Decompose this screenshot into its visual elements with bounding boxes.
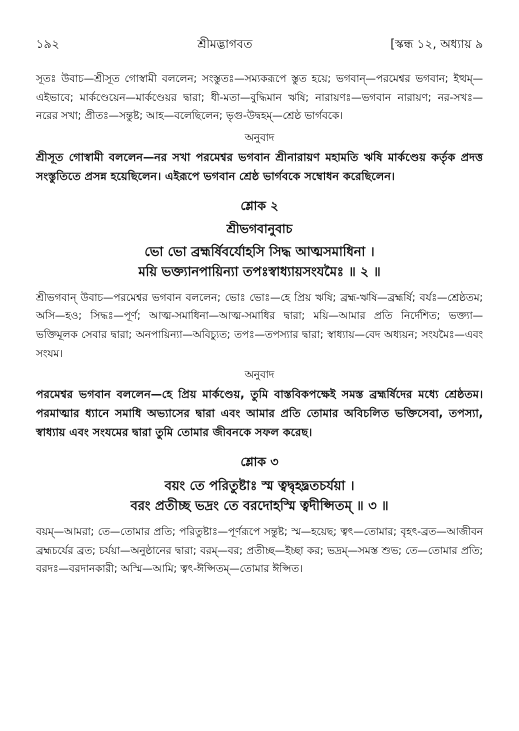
chapter-reference: [স্কন্ধ ১২, অধ্যায় ৯ [390, 37, 483, 51]
verse-line: ময়ি ভক্ত্যানপায়িন্যা তপঃস্বাধ্যায়সংযমৈঃ ॥ ২ ॥ [138, 264, 381, 280]
synonyms-verse-2: শ্রীভগবান্ উবাচ—পরমেশ্বর ভগবান বললেন; ভোঃ ভোঃ—হে প্রিয় ঋষি; ব্রহ্ম-ঋষি—ব্রহ্মর্ষি; বর্যঃ—শ্রেষ্ঠতম; অসি—হও; সিদ্ধঃ—পূর্ণ; আত্ম-সমাধিনা—আত্ম-সমাধির দ্বারা; ময়ি—আমার প্রতি নির্দেশিত; ভক্ত্যা—ভক্তিমূলক সেবার দ্বারা; অনপায়িন্যা—অবিচ্যুত; তপঃ—তপস্যার দ্বারা; স্বাধ্যায়—বেদ অধ্যয়ন; সংযমৈঃ—এবং সংযম। [36, 291, 483, 360]
verse-text-3 [36, 477, 483, 517]
translation-label: অনুবাদ [244, 369, 275, 382]
verse-number-2: শ্লোক ২ [240, 197, 279, 213]
verse-line: ভো ভো ব্রহ্মর্ষিবর্যোহসি সিদ্ধ আত্মসমাধিনা । [144, 244, 375, 260]
book-title: শ্রীমদ্ভাগবত [197, 37, 253, 51]
synonyms-verse-3: বয়ম্—আমরা; তে—তোমার প্রতি; পরিতুষ্টাঃ—পূর্ণরূপে সন্তুষ্ট; স্ম—হয়েছ; ত্বৎ—তোমার; বৃহৎ-ব্রত—আজীবন ব্রহ্মচর্যের ব্রত; চর্যয়া—অনুষ্ঠানের দ্বারা; বরম্—বর; প্রতীচ্ছ—ইচ্ছা কর; ভদ্রম্—সমস্ত শুভ; তে—তোমার প্রতি; বরদঃ—বরদানকারী; অস্মি—আমি; ত্বৎ-ঈপ্সিতম্—তোমার ঈপ্সিত। [36, 526, 483, 576]
verse-text-2 [36, 243, 483, 283]
verse-line: বরং প্রতীচ্ছ ভদ্রং তে বরদোহস্মি ত্বদীপ্সিতম্ ॥ ৩ ॥ [130, 499, 389, 515]
translation-label: অনুবাদ [244, 131, 275, 144]
verse-speaker: শ্রীভগবানুবাচ [226, 220, 293, 236]
page-header [36, 36, 483, 56]
verse-line: বয়ং তে পরিতুষ্টাঃ স্ম ত্বদ্বৃহদ্ব্রতচর্যয়া । [164, 479, 355, 495]
translation-verse-1: শ্রীসূত গোস্বামী বললেন—নর সখা পরমেশ্বর ভগবান শ্রীনারায়ণ মহামতি ঋষি মার্কণ্ডেয় কর্তৃক প্রদত্ত সংস্তুতিতে প্রসন্ন হয়েছিলেন। এইরূপে ভগবান শ্রেষ্ঠ ভার্গবকে সম্বোধন করেছিলেন। [36, 150, 483, 183]
verse-number-3: শ্লোক ৩ [240, 454, 279, 470]
page-number: ১৯২ [36, 37, 60, 51]
synonyms-verse-1: সূতঃ উবাচ—শ্রীসূত গোস্বামী বললেন; সংস্তুতঃ—সম্যকরূপে স্তুত হয়ে; ভগবান্—পরমেশ্বর ভগবান; ইত্থম্—এইভাবে; মার্কণ্ডেয়েন—মার্কণ্ডেয়র দ্বারা; ধী-মতা—বুদ্ধিমান ঋষি; নারায়ণঃ—ভগবান নারায়ণ; নর-সখঃ—নরের সখা; প্রীতঃ—সন্তুষ্ট; আহ—বলেছিলেন; ভৃগু-উদ্বহম্—শ্রেষ্ঠ ভার্গবকে। [36, 73, 483, 123]
translation-verse-2: পরমেশ্বর ভগবান বললেন—হে প্রিয় মার্কণ্ডেয়, তুমি বাস্তবিকপক্ষেই সমস্ত ব্রহ্মর্ষিদের মধ্যে শ্রেষ্ঠতম। পরমাত্মার ধ্যানে সমাধি অভ্যাসের দ্বারা এবং আমার প্রতি তোমার অবিচলিত ভক্তিসেবা, তপস্যা, স্বাধ্যায় এবং সংযমের দ্বারা তুমি তোমার জীবনকে সফল করেছ। [36, 388, 483, 440]
